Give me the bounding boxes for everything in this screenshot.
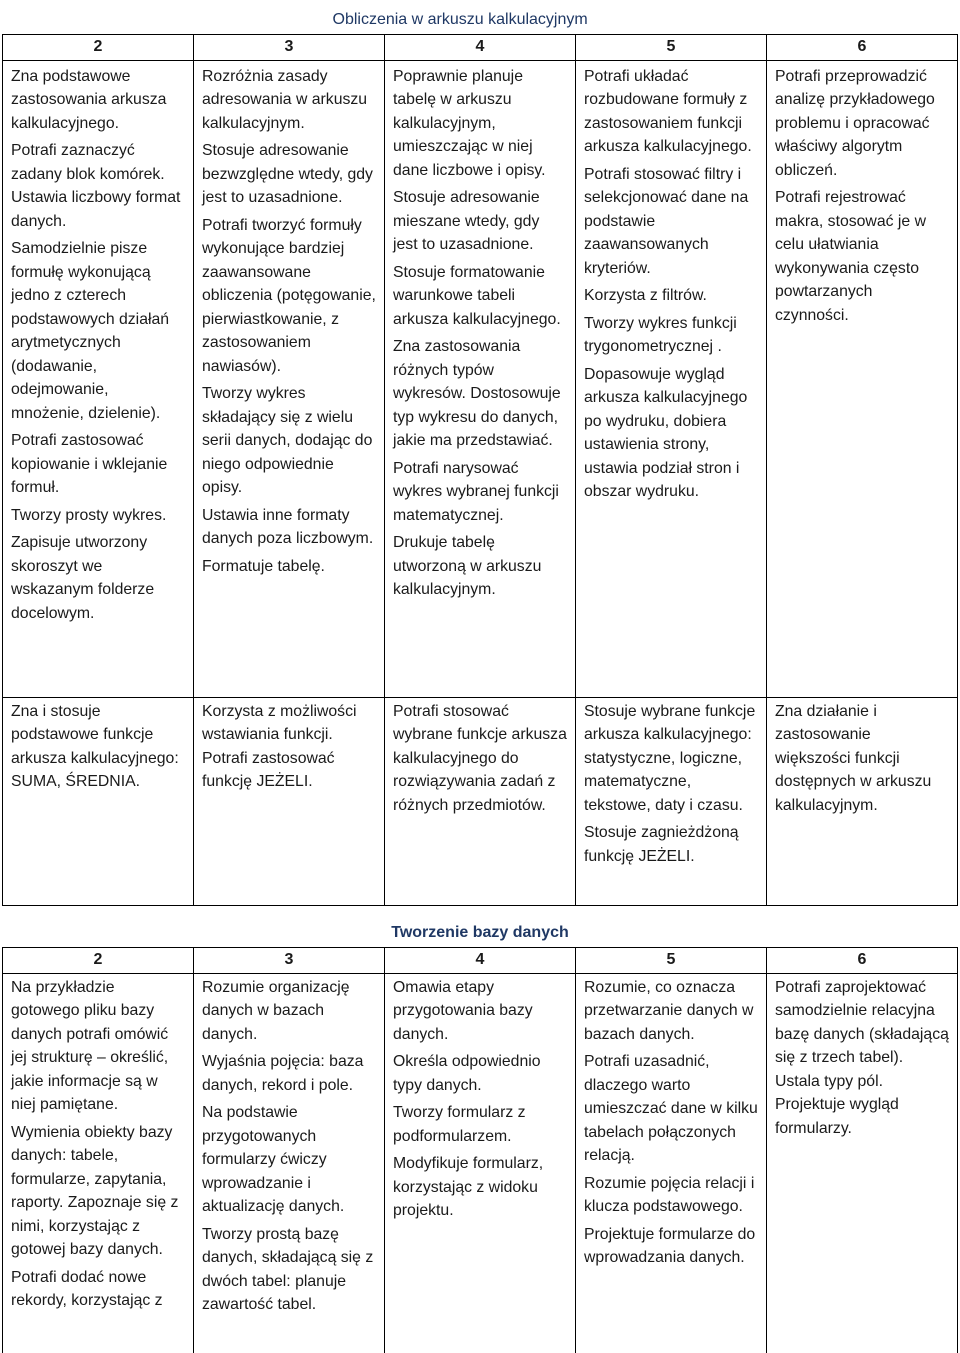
criteria-item: Formatuje tabelę. xyxy=(202,557,325,575)
criteria-item: Poprawnie planuje tabelę w arkuszu kalkulacyjnym, umieszczając w niej dane liczbowe i opisy. xyxy=(393,67,546,179)
criteria-item: Dopasowuje wygląd arkusza kalkulacyjnego po wydruku, dobiera ustawienia strony, ustawia podział stron i obszar wydruku. xyxy=(584,365,748,500)
criteria-cell xyxy=(3,60,194,697)
criteria-item: Stosuje zagnieżdżoną funkcję JEŻELI. xyxy=(584,824,739,865)
grade-4-header: 4 xyxy=(385,947,576,973)
criteria-item: Korzysta z filtrów. xyxy=(584,287,707,304)
criteria-item: Tworzy formularz z podformularzem. xyxy=(393,1104,526,1145)
criteria-item: Stosuje adresowanie bezwzględne wtedy, gdy jest to uzasadnione. xyxy=(202,142,373,206)
grade-header-row xyxy=(3,34,958,60)
criteria-item: Modyfikuje formularz, korzystając z widoku projektu. xyxy=(393,1155,544,1219)
criteria-item: Zapisuje utworzony skoroszyt we wskazanym folderze docelowym. xyxy=(11,534,155,622)
criteria-cell xyxy=(194,973,385,1353)
table-row xyxy=(3,973,958,1353)
grade-3-header: 3 xyxy=(194,947,385,973)
criteria-item: Potrafi tworzyć formuły wykonujące bardziej zaawansowane obliczenia (potęgowanie, pierwiastkowanie, z zastosowaniem nawiasów). xyxy=(202,216,376,375)
criteria-cell xyxy=(576,973,767,1353)
grade-3-header: 3 xyxy=(194,34,385,60)
criteria-cell xyxy=(3,973,194,1353)
criteria-item: Zna działanie i zastosowanie większości funkcji dostępnych w arkuszu kalkulacyjnym. xyxy=(775,702,932,814)
criteria-item: Potrafi rejestrować makra, stosować je w celu ułatwiania wykonywania często powtarzanych czynności. xyxy=(775,189,926,324)
criteria-cell xyxy=(194,60,385,697)
criteria-item: Omawia etapy przygotowania bazy danych. xyxy=(393,978,533,1043)
criteria-item: Tworzy prosty wykres. xyxy=(11,506,167,524)
criteria-item: Na przykładzie gotowego pliku bazy danych potrafi omówić jej strukturę – określić, jakie informacje są w niej pamiętane. xyxy=(11,978,169,1113)
criteria-cell xyxy=(767,973,958,1353)
criteria-item: Potrafi dodać nowe rekordy, korzystając z xyxy=(11,1268,163,1309)
criteria-item: Określa odpowiednio typy danych. xyxy=(393,1053,541,1094)
criteria-item: Potrafi przeprowadzić analizę przykładowego problemu i opracować właściwy algorytm obliczeń. xyxy=(775,67,935,179)
criteria-item: Potrafi uzasadnić, dlaczego warto umieszczać dane w kilku tabelach połączonych relacją. xyxy=(584,1053,758,1164)
grade-2-header: 2 xyxy=(3,34,194,60)
criteria-cell xyxy=(385,697,576,905)
criteria-cell xyxy=(576,60,767,697)
criteria-item: Potrafi stosować wybrane funkcje arkusza kalkulacyjnego do rozwiązywania zadań z różnych przedmiotów. xyxy=(393,702,567,814)
criteria-cell xyxy=(385,60,576,697)
criteria-item: Stosuje formatowanie warunkowe tabeli arkusza kalkulacyjnego. xyxy=(393,263,561,328)
criteria-item: Tworzy wykres składający się z wielu serii danych, dodając do niego odpowiednie opisy. xyxy=(202,385,373,496)
criteria-item: Rozumie organizację danych w bazach danych. xyxy=(202,978,350,1043)
criteria-item: Potrafi zastosować kopiowanie i wklejanie formuł. xyxy=(11,432,168,496)
criteria-item: Rozróżnia zasady adresowania w arkuszu kalkulacyjnym. xyxy=(202,67,368,132)
section-title-database: Tworzenie bazy danych xyxy=(3,915,958,947)
grade-5-header: 5 xyxy=(576,34,767,60)
criteria-item: Zna i stosuje podstawowe funkcje arkusza kalkulacyjnego: SUMA, ŚREDNIA. xyxy=(11,702,179,790)
database-criteria-table xyxy=(2,915,958,1353)
criteria-item: Tworzy prostą bazę danych, składającą się z dwóch tabel: planuje zawartość tabel. xyxy=(202,1225,374,1313)
criteria-item: Stosuje adresowanie mieszane wtedy, gdy jest to uzasadnione. xyxy=(393,189,540,253)
table-row xyxy=(3,60,958,697)
criteria-item: Drukuje tabelę utworzoną w arkuszu kalkulacyjnym. xyxy=(393,534,542,598)
criteria-item: Potrafi narysować wykres wybranej funkcji matematycznej. xyxy=(393,459,559,524)
criteria-item: Korzysta z możliwości wstawiania funkcji. Potrafi zastosować funkcję JEŻELI. xyxy=(202,702,357,790)
criteria-item: Ustawia inne formaty danych poza liczbowym. xyxy=(202,506,374,547)
criteria-item: Potrafi układać rozbudowane formuły z zastosowaniem funkcji arkusza kalkulacyjnego. xyxy=(584,67,752,155)
spreadsheet-criteria-table xyxy=(2,2,958,906)
criteria-item: Potrafi zaznaczyć zadany blok komórek. Ustawia liczbowy format danych. xyxy=(11,142,181,230)
criteria-cell xyxy=(3,697,194,905)
criteria-item: Wymienia obiekty bazy danych: tabele, formularze, zapytania, raporty. Zapoznaje się z nimi, korzystając z gotowej bazy danych. xyxy=(11,1123,179,1258)
grade-5-header: 5 xyxy=(576,947,767,973)
table-row xyxy=(3,697,958,905)
criteria-item: Rozumie pojęcia relacji i klucza podstawowego. xyxy=(584,1174,755,1215)
grade-4-header: 4 xyxy=(385,34,576,60)
criteria-item: Stosuje wybrane funkcje arkusza kalkulacyjnego: statystyczne, logiczne, matematyczne, tekstowe, daty i czasu. xyxy=(584,702,756,814)
criteria-cell xyxy=(194,697,385,905)
criteria-item: Projektuje formularze do wprowadzania danych. xyxy=(584,1225,756,1266)
grade-2-header: 2 xyxy=(3,947,194,973)
criteria-cell xyxy=(576,697,767,905)
criteria-item: Na podstawie przygotowanych formularzy ćwiczy wprowadzanie i aktualizację danych. xyxy=(202,1104,345,1215)
criteria-item: Tworzy wykres funkcji trygonometrycznej . xyxy=(584,314,737,355)
grade-6-header: 6 xyxy=(767,947,958,973)
criteria-item: Wyjaśnia pojęcia: baza danych, rekord i pole. xyxy=(202,1053,364,1094)
criteria-item: Potrafi zaprojektować samodzielnie relacyjna bazę danych (składającą się z trzech tabel). Ustala typy pól. Projektuje wygląd formularzy. xyxy=(775,978,949,1137)
criteria-cell xyxy=(385,973,576,1353)
criteria-cell xyxy=(767,60,958,697)
criteria-item: Potrafi stosować filtry i selekcjonować dane na podstawie zaawansowanych kryteriów. xyxy=(584,165,749,277)
criteria-item: Zna zastosowania różnych typów wykresów. Dostosowuje typ wykresu do danych, jakie ma przedstawiać. xyxy=(393,338,561,449)
section-title-spreadsheet: Obliczenia w arkuszu kalkulacyjnym xyxy=(3,2,958,34)
criteria-cell xyxy=(767,697,958,905)
criteria-item: Zna podstawowe zastosowania arkusza kalkulacyjnego. xyxy=(11,67,167,132)
criteria-item: Samodzielnie pisze formułę wykonującą jedno z czterech podstawowych działań arytmetycznych (dodawanie, odejmowanie, mnożenie, dzielenie). xyxy=(11,240,170,422)
criteria-item: Rozumie, co oznacza przetwarzanie danych w bazach danych. xyxy=(584,978,754,1043)
grade-6-header: 6 xyxy=(767,34,958,60)
grade-header-row xyxy=(3,947,958,973)
